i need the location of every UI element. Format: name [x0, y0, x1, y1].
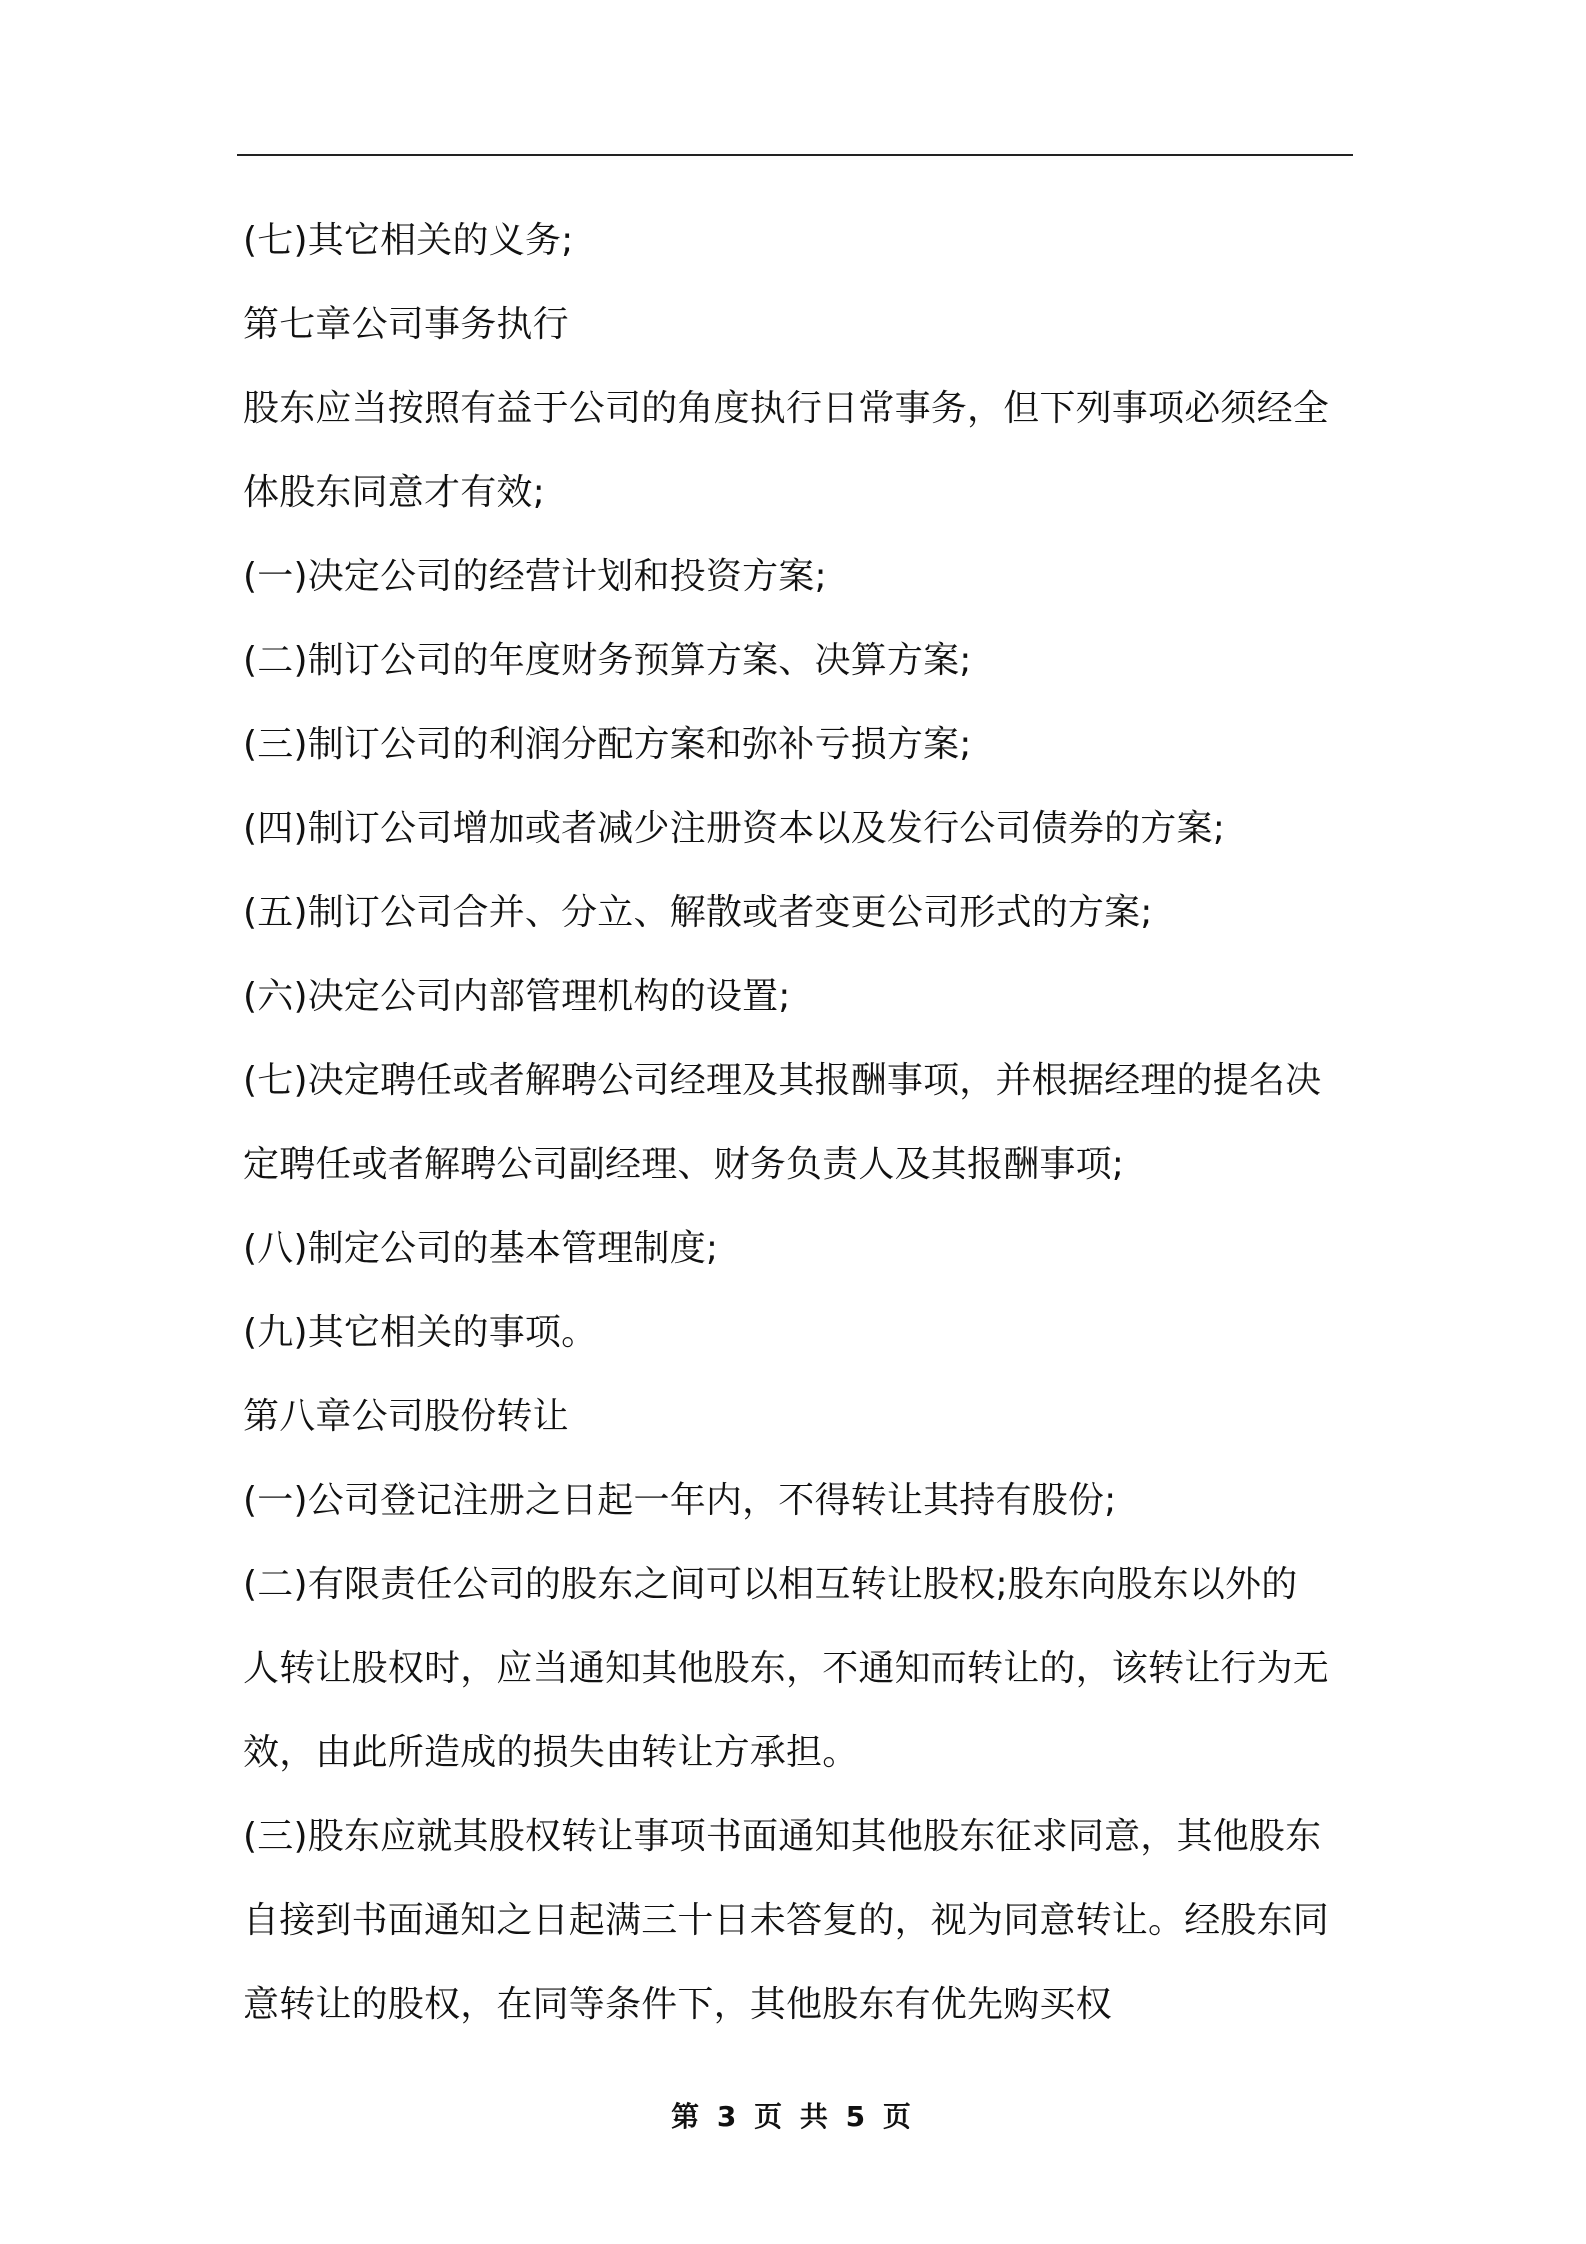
list-item: (六)决定公司内部管理机构的设置;	[243, 976, 791, 1017]
list-item: (五)制订公司合并、分立、解散或者变更公司形式的方案;	[243, 892, 1153, 933]
list-item: (七)决定聘任或者解聘公司经理及其报酬事项，并根据经理的提名决	[243, 1060, 1322, 1101]
text-line: 体股东同意才有效;	[243, 472, 545, 513]
list-item: (四)制订公司增加或者减少注册资本以及发行公司债券的方案;	[243, 808, 1226, 849]
document-body	[243, 199, 1353, 2047]
list-item: (二)制订公司的年度财务预算方案、决算方案;	[243, 640, 972, 681]
text-line: 股东应当按照有益于公司的角度执行日常事务，但下列事项必须经全	[243, 388, 1330, 429]
text-line: 效，由此所造成的损失由转让方承担。	[243, 1732, 859, 1773]
list-item: (二)有限责任公司的股东之间可以相互转让股权;股东向股东以外的	[243, 1564, 1298, 1605]
list-item: (一)决定公司的经营计划和投资方案;	[243, 556, 827, 597]
list-item: (九)其它相关的事项。	[243, 1312, 598, 1353]
chapter-heading: 第八章公司股份转让	[243, 1396, 569, 1437]
text-line: 意转让的股权，在同等条件下，其他股东有优先购买权	[243, 1984, 1112, 2025]
list-item: (一)公司登记注册之日起一年内，不得转让其持有股份;	[243, 1480, 1117, 1521]
chapter-heading: 第七章公司事务执行	[243, 304, 569, 345]
header-divider	[237, 154, 1353, 156]
list-item: (八)制定公司的基本管理制度;	[243, 1228, 719, 1269]
text-line: 自接到书面通知之日起满三十日未答复的，视为同意转让。经股东同	[243, 1900, 1330, 1941]
list-item: (三)股东应就其股权转让事项书面通知其他股东征求同意，其他股东	[243, 1816, 1322, 1857]
page-number-footer: 第 3 页 共 5 页	[671, 2100, 915, 2133]
text-line: (七)其它相关的义务;	[243, 220, 574, 261]
list-item: (三)制订公司的利润分配方案和弥补亏损方案;	[243, 724, 972, 765]
text-line: 人转让股权时，应当通知其他股东，不通知而转让的，该转让行为无	[243, 1648, 1330, 1689]
text-line: 定聘任或者解聘公司副经理、财务负责人及其报酬事项;	[243, 1144, 1125, 1185]
